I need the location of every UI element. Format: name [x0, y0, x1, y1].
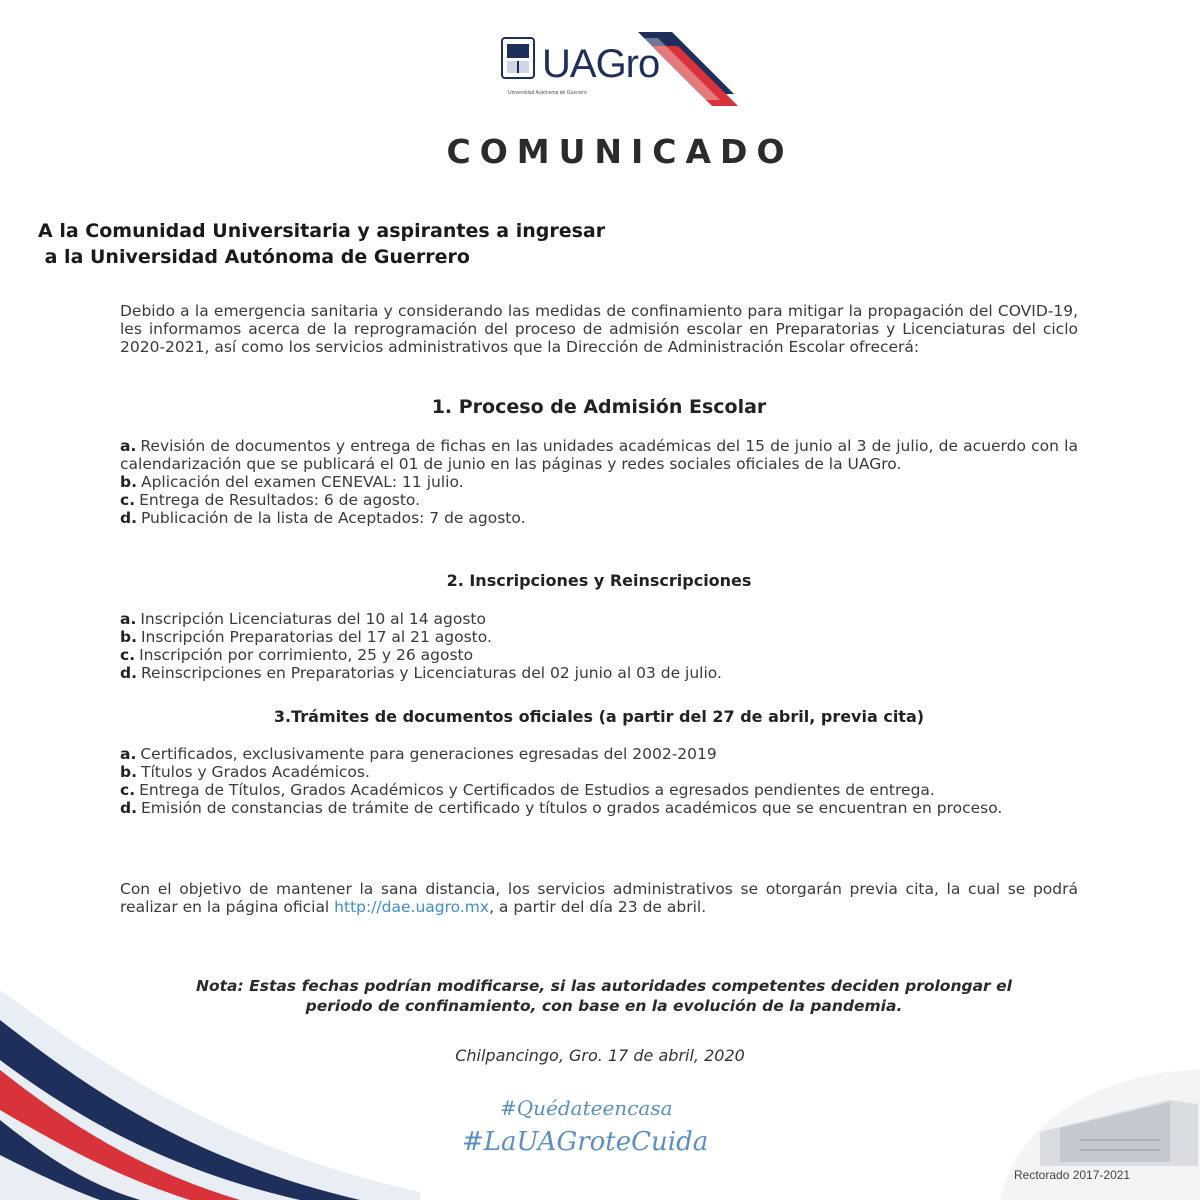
- list-item: [120, 763, 1078, 781]
- admission-list: [120, 437, 1078, 527]
- dateline: Chilpancingo, Gro. 17 de abril, 2020: [455, 1046, 745, 1065]
- item-text: Publicación de la lista de Aceptados: 7 de agosto.: [140, 509, 526, 527]
- hashtag-quedate-en-casa: #Quédateencasa: [500, 1096, 673, 1120]
- list-item: [120, 491, 1078, 509]
- logo-wordmark: UAGro: [542, 42, 660, 86]
- list-item: [120, 628, 1078, 646]
- item-text: Entrega de Títulos, Grados Académicos y Certificados de Estudios a egresados pendientes de entrega.: [139, 781, 935, 799]
- logo-stripes-icon: [638, 32, 738, 108]
- addressee-line-1: A la Comunidad Universitaria y aspirantes a ingresar: [38, 220, 606, 242]
- item-text: Títulos y Grados Académicos.: [140, 763, 370, 781]
- item-letter: c.: [120, 646, 136, 664]
- addressee: [38, 218, 605, 270]
- item-letter: d.: [120, 664, 137, 682]
- item-letter: a.: [120, 437, 137, 455]
- documents-list: [120, 745, 1078, 817]
- item-text: Entrega de Resultados: 6 de agosto.: [139, 491, 421, 509]
- item-text: Aplicación del examen CENEVAL: 11 julio.: [140, 473, 464, 491]
- list-item: [120, 437, 1078, 473]
- uagro-logo: [500, 30, 740, 110]
- item-letter: a.: [120, 610, 137, 628]
- list-item: [120, 646, 1078, 664]
- closing-text: Con el objetivo de mantener la sana distancia, los servicios administrativos se otorgarán previa cita, la cual se podrá realizar en la página oficial: [120, 880, 1078, 916]
- item-text: Certificados, exclusivamente para generaciones egresadas del 2002-2019: [140, 745, 717, 763]
- rectorado-label: Rectorado 2017-2021: [1014, 1168, 1131, 1182]
- section-title-enrollment: 2. Inscripciones y Reinscripciones: [446, 571, 752, 590]
- page-title: COMUNICADO: [446, 132, 794, 171]
- item-letter: b.: [120, 628, 137, 646]
- item-text: Reinscripciones en Preparatorias y Licenciaturas del 02 junio al 03 de julio.: [140, 664, 722, 682]
- item-letter: a.: [120, 745, 137, 763]
- item-letter: d.: [120, 799, 137, 817]
- list-item: [120, 473, 1078, 491]
- closing-text-end: , a partir del día 23 de abril.: [489, 898, 707, 916]
- item-letter: d.: [120, 509, 137, 527]
- item-text: Inscripción Preparatorias del 17 al 21 agosto.: [140, 628, 492, 646]
- list-item: [120, 610, 1078, 628]
- university-seal-icon: [500, 36, 536, 80]
- intro-paragraph: Debido a la emergencia sanitaria y considerando las medidas de confinamiento para mitigar la propagación del COVID-19, les informamos acerca de la reprogramación del proceso de admisión escolar en Preparatorias y Licenciaturas del ciclo 2020-2021, así como los servicios administrativos que la Dirección de Administración Escolar ofrecerá:: [120, 302, 1078, 356]
- list-item: [120, 509, 1078, 527]
- item-letter: c.: [120, 491, 136, 509]
- closing-paragraph: [120, 880, 1078, 916]
- list-item: [120, 781, 1078, 799]
- decorative-swoosh-icon: [0, 960, 420, 1200]
- logo-subtitle: Universidad Autónoma de Guerrero: [508, 90, 587, 96]
- enrollment-list: [120, 610, 1078, 682]
- hashtag-uagro-te-cuida: #LaUAGroteCuida: [462, 1127, 709, 1157]
- list-item: [120, 745, 1078, 763]
- item-letter: b.: [120, 763, 137, 781]
- addressee-line-2: a la Universidad Autónoma de Guerrero: [38, 246, 470, 268]
- item-text: Inscripción Licenciaturas del 10 al 14 agosto: [140, 610, 486, 628]
- section-title-documents: 3.Trámites de documentos oficiales (a partir del 27 de abril, previa cita): [273, 707, 925, 726]
- item-letter: c.: [120, 781, 136, 799]
- list-item: [120, 799, 1078, 817]
- item-letter: b.: [120, 473, 137, 491]
- dae-link[interactable]: http://dae.uagro.mx: [334, 898, 490, 916]
- item-text: Inscripción por corrimiento, 25 y 26 agosto: [139, 646, 474, 664]
- note: Nota: Estas fechas podrían modificarse, si las autoridades competentes deciden prolongar el periodo de confinamiento, con base en la evolución de la pandemia.: [196, 977, 1012, 1015]
- section-title-admission: 1. Proceso de Admisión Escolar: [431, 396, 767, 418]
- item-text: Revisión de documentos y entrega de fichas en las unidades académicas del 15 de junio al 3 de julio, de acuerdo con la calendarización que se publicará el 01 de junio en las páginas y redes sociales oficiales de la UAGro.: [120, 437, 1078, 473]
- item-text: Emisión de constancias de trámite de certificado y títulos o grados académicos que se encuentran en proceso.: [140, 799, 1003, 817]
- list-item: [120, 664, 1078, 682]
